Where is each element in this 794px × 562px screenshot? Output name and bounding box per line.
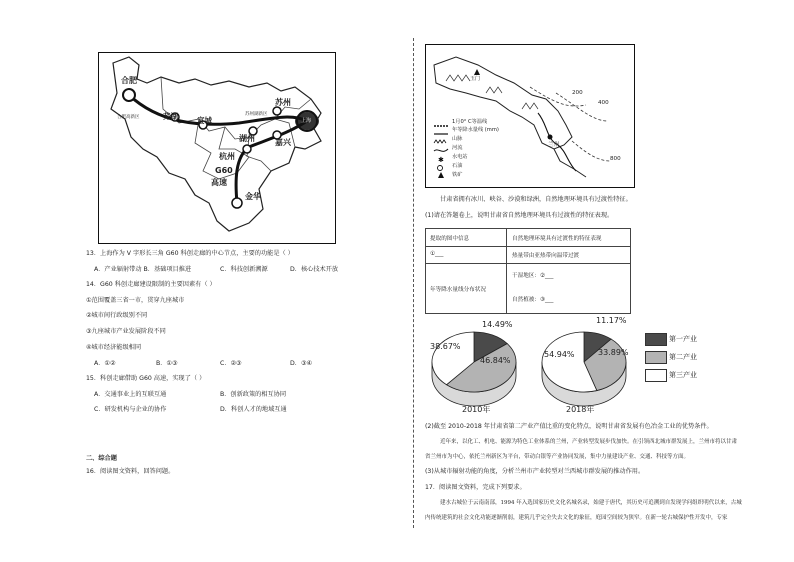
pie-2010-label-secondary: 46.84% (480, 356, 511, 365)
q14-option-b: B．①③ (156, 360, 178, 367)
table-cell-r1c1: ①___ (430, 251, 444, 257)
pie-2018-label-primary: 11.17% (596, 316, 627, 325)
q13-option-c: C．科技创新溯源 (220, 266, 268, 273)
hangzhou-node (243, 145, 251, 153)
q13-option-ab: A．产业辐射带动 B．基础项目推进 (94, 266, 192, 273)
legend-oil: 石油 (452, 163, 463, 169)
label-suzhou-lake: 苏州湖新区 (245, 112, 268, 117)
table-cell-r2c2b: 自然植被：③___ (512, 297, 554, 303)
gansu-para-2: 省兰州市为中心，依托兰州新区为平台，带动白银等产业协同发展，集中力量建设产业、交通、科技等方面。 (425, 454, 690, 460)
legend-hydro: 水电站 (452, 154, 468, 160)
q16-stem: 16．阅读图文资料，回答问题。 (86, 468, 175, 475)
legend-mine: 铁矿 (452, 172, 463, 178)
q14-option-c: C．②③ (220, 360, 242, 367)
legend-label-secondary: 第二产业 (669, 353, 697, 361)
label-suzhou: 苏州 (275, 98, 291, 107)
label-expressway: 高速 (211, 178, 227, 187)
gansu-intro-text: 甘肃省拥有冰川、峡谷、沙漠和绿洲，自然地理环境具有过渡性特征。 (440, 196, 632, 203)
transition-table (425, 228, 631, 314)
gansu-q2: (2)截至 2010-2018 年甘肃省第二产业产值比重的变化特点，说明甘肃省发展有色冶金工业的优势条件。 (425, 423, 713, 430)
gansu-q1: (1)请在答题卷上，说明甘肃省自然地理环境具有过渡性的特征表现。 (425, 212, 614, 219)
q14-item-1: ①范围覆盖三省一市，贯穿九座城市 (86, 297, 185, 304)
legend-river: 河流 (452, 145, 463, 151)
label-wuhu: 芜湖 (163, 112, 178, 121)
jianshui-para-2: 内传统建筑的社会文化功能逐渐削弱，建筑几乎完全失去文化的象征，庭园空间较为狭窄。在新一轮古城保护性开发中，专家 (425, 515, 728, 521)
left-map-frame (98, 52, 336, 244)
label-huzhou: 湖州 (239, 134, 255, 143)
pie-2018-label-secondary: 33.89% (598, 348, 629, 357)
table-cell-r2c2a: 干湿地区：②___ (512, 273, 554, 279)
q15-option-b: B．创新政策的相互协同 (220, 391, 287, 398)
q14-item-2: ②城市间行政级别不同 (86, 312, 148, 319)
label-shanghai: 上海 (301, 118, 312, 124)
isoline-200: 200 (572, 90, 583, 96)
label-xuancheng: 宣城 (197, 116, 212, 125)
lanzhou-dot (548, 135, 553, 140)
gansu-q3: (3)从城市辐射功能的角度，分析兰州市产业转型对兰西城市群发展的推动作用。 (425, 468, 645, 475)
isoline-400: 400 (598, 100, 609, 106)
legend-label-primary: 第一产业 (669, 335, 697, 343)
table-header-2: 自然地理环境具有过渡性的特征表现 (512, 236, 602, 242)
q15-option-d: D．科创人才的地域互通 (220, 406, 287, 413)
label-g60: G60 (215, 166, 233, 175)
label-jinhua: 金华 (245, 192, 261, 201)
gansu-para-1: 近年来，以化工、机电、能源为特色工业体系的兰州，产业转型发展步伐加快。在引领西北城市群发展上，兰州市将以甘肃 (440, 439, 738, 445)
legend-swatch-primary (645, 333, 667, 346)
pie-2010-label-primary: 14.49% (482, 320, 513, 329)
table-row-line-1 (426, 246, 630, 247)
table-vline (506, 229, 507, 313)
q17-stem: 17．阅读图文资料，完成下列要求。 (425, 484, 526, 491)
q14-item-4: ④城市经济能级相同 (86, 344, 142, 351)
label-hefei-hightech: 合肥高新区 (117, 115, 140, 120)
legend-mountain: 山脉 (452, 136, 463, 142)
q13-option-d: D．核心技术开放 (290, 266, 339, 273)
legend-precip: 年等降水量线 (mm) (452, 127, 499, 133)
jianshui-para-1: 建水古城位于云南南部，1994 年入选国家历史文化名城名录，始建于唐代，其历史可追溯到自发现学问组织明代以来，古城 (440, 500, 742, 506)
q14-option-d: D．③④ (290, 360, 313, 367)
table-row-line-2 (426, 263, 630, 264)
svg-text:✱: ✱ (438, 156, 444, 164)
isoline-800: 800 (610, 156, 621, 162)
pie-2010-year: 2010年 (462, 405, 491, 414)
label-lanzhou: 兰州 (548, 142, 560, 148)
pie-2018-year: 2018年 (566, 405, 595, 414)
q13-stem: 13．上海作为 V 字形长三角 G60 科创走廊的中心节点，主要的功能是（ ） (86, 250, 294, 257)
right-map-frame (425, 44, 635, 188)
pie-2010-label-tertiary: 38.67% (430, 342, 461, 351)
q15-option-a: A．交通事业上的互联互通 (94, 391, 167, 398)
label-hangzhou: 杭州 (219, 152, 235, 161)
q14-item-3: ③九座城市产业发展阶段不同 (86, 328, 166, 335)
q14-stem: 14．G60 科创走廊建设限制的主要因素有（ ） (86, 281, 216, 288)
section-title-comprehensive: 二、综合题 (86, 455, 117, 462)
q15-option-c: C．研发机构与企业的协作 (94, 406, 167, 413)
table-header-1: 提取的图中信息 (430, 236, 470, 242)
jinhua-node (232, 198, 242, 208)
q14-option-a: A．①② (94, 360, 116, 367)
industry-pie-charts (424, 318, 644, 418)
label-jiaxing: 嘉兴 (275, 138, 291, 147)
legend-label-tertiary: 第三产业 (669, 371, 697, 379)
legend-isotherm: 1月0° C等温线 (452, 119, 488, 125)
pie-2018-label-tertiary: 54.94% (544, 350, 575, 359)
q15-stem: 15．科创走廊借助 G60 高速，实现了（ ） (86, 375, 206, 382)
label-yumen: 玉门 (470, 76, 481, 82)
table-cell-r2c1: 年等降水量线分布状况 (430, 287, 486, 293)
label-hefei: 合肥 (121, 76, 137, 85)
column-divider (413, 38, 414, 528)
legend-swatch-secondary (645, 351, 667, 364)
suzhou-node (273, 107, 281, 115)
hefei-node (123, 89, 135, 101)
legend-swatch-tertiary (645, 369, 667, 382)
table-cell-r1c2: 热量带由亚热带向温带过渡 (512, 253, 580, 259)
